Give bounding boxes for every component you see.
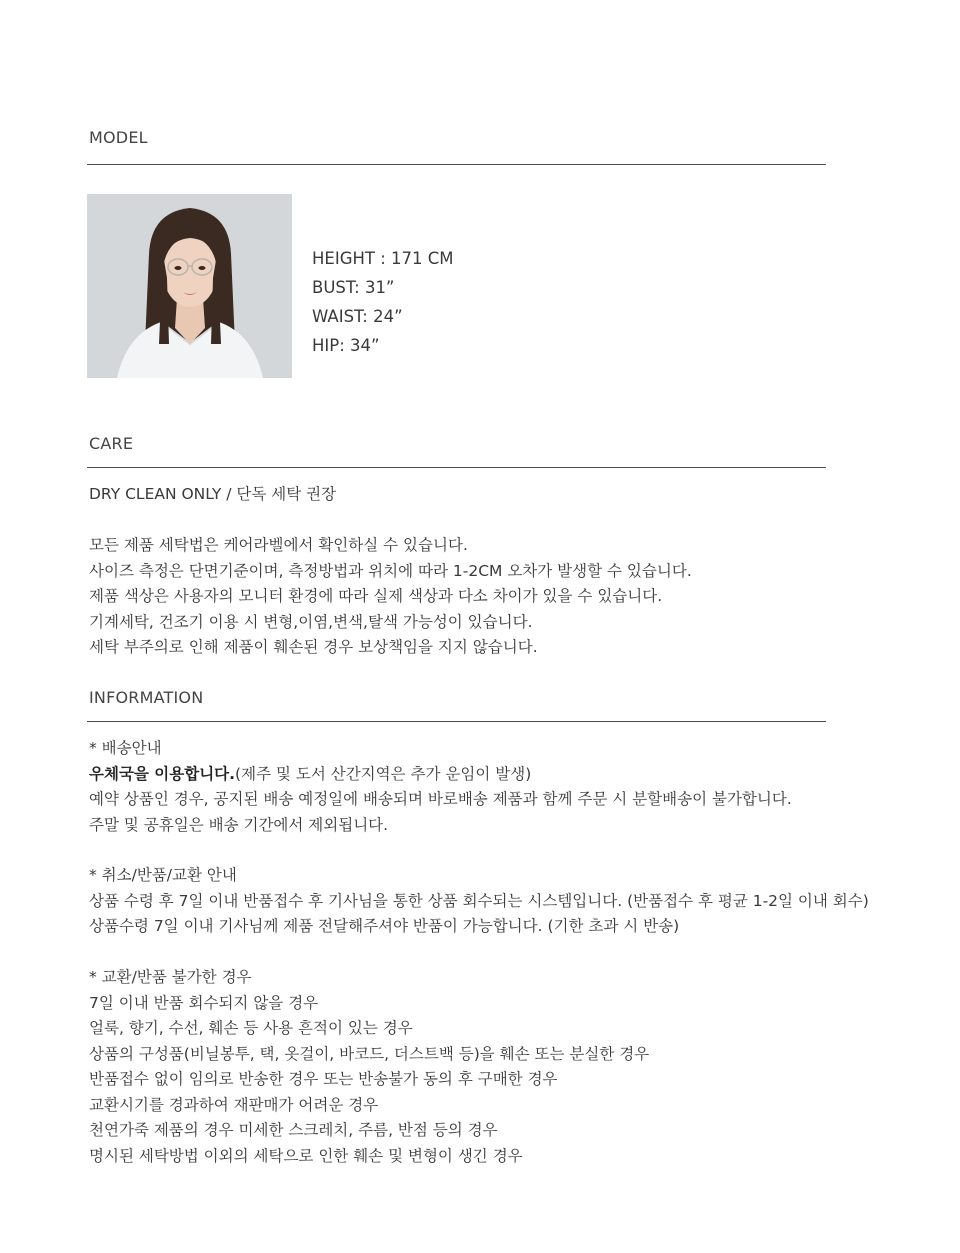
no-exchange-line: 명시된 세탁방법 이외의 세탁으로 인한 훼손 및 변형이 생긴 경우 [89,1146,523,1165]
model-height: HEIGHT : 171 CM [312,249,454,268]
information-section-title: INFORMATION [89,688,204,707]
care-note: 세탁 부주의로 인해 제품이 훼손된 경우 보상책임을 지지 않습니다. [89,638,538,656]
model-measurements [312,244,454,360]
care-notes [89,533,692,661]
information-divider [87,721,826,722]
no-exchange-line: 천연가죽 제품의 경우 미세한 스크레치, 주름, 반점 등의 경우 [89,1121,498,1139]
cancel-heading: * 취소/반품/교환 안내 [89,866,237,884]
no-exchange-line: 상품의 구성품(비닐봉투, 택, 옷걸이, 바코드, 더스트백 등)을 훼손 또는 분실한 경우 [89,1044,650,1063]
no-exchange-line: 7일 이내 반품 회수되지 않을 경우 [89,993,319,1012]
shipping-line: 주말 및 공휴일은 배송 기간에서 제외됩니다. [89,815,389,834]
no-exchange-line: 교환시기를 경과하여 재판매가 어려운 경우 [89,1095,379,1114]
model-hip: HIP: 34” [312,336,380,355]
cancel-info [89,863,869,940]
shipping-lead-rest: (제주 및 도서 산간지역은 추가 운임이 발생) [235,764,532,783]
model-waist: WAIST: 24” [312,307,403,326]
no-exchange-line: 반품접수 없이 임의로 반송한 경우 또는 반송불가 동의 후 구매한 경우 [89,1070,558,1088]
care-note: 기계세탁, 건조기 이용 시 변형,이염,변색,탈색 가능성이 있습니다. [89,612,533,631]
care-note: 사이즈 측정은 단면기준이며, 측정방법과 위치에 따라 1-2CM 오차가 발생할 수 있습니다. [89,561,692,580]
shipping-line: 예약 상품인 경우, 공지된 배송 예정일에 배송되며 바로배송 제품과 함께 주문 시 분할배송이 불가합니다. [89,790,792,808]
no-exchange-info [89,965,649,1169]
cancel-line: 상품 수령 후 7일 이내 반품접수 후 기사님을 통한 상품 회수되는 시스템입니다. (반품접수 후 평균 1-2일 이내 회수) [89,891,869,910]
model-section-title: MODEL [89,128,148,147]
care-divider [87,467,826,468]
shipping-lead-bold: 우체국을 이용합니다. [89,764,236,783]
care-subtitle-block [89,482,336,508]
care-note: 제품 색상은 사용자의 모니터 환경에 따라 실제 색상과 다소 차이가 있을 수 있습니다. [89,587,663,605]
model-bust: BUST: 31” [312,278,395,297]
model-photo [87,194,292,378]
care-section-title: CARE [89,434,134,453]
no-exchange-line: 얼룩, 향기, 수선, 훼손 등 사용 흔적이 있는 경우 [89,1019,413,1037]
care-subtitle: DRY CLEAN ONLY / 단독 세탁 권장 [89,485,337,503]
shipping-heading: * 배송안내 [89,739,162,757]
no-exchange-heading: * 교환/반품 불가한 경우 [89,968,252,986]
care-note: 모든 제품 세탁법은 케어라벨에서 확인하실 수 있습니다. [89,536,468,554]
shipping-lead [89,762,792,788]
shipping-info [89,736,792,838]
model-divider [87,164,826,165]
cancel-line: 상품수령 7일 이내 기사님께 제품 전달해주셔야 반품이 가능합니다. (기한 초과 시 반송) [89,917,680,935]
